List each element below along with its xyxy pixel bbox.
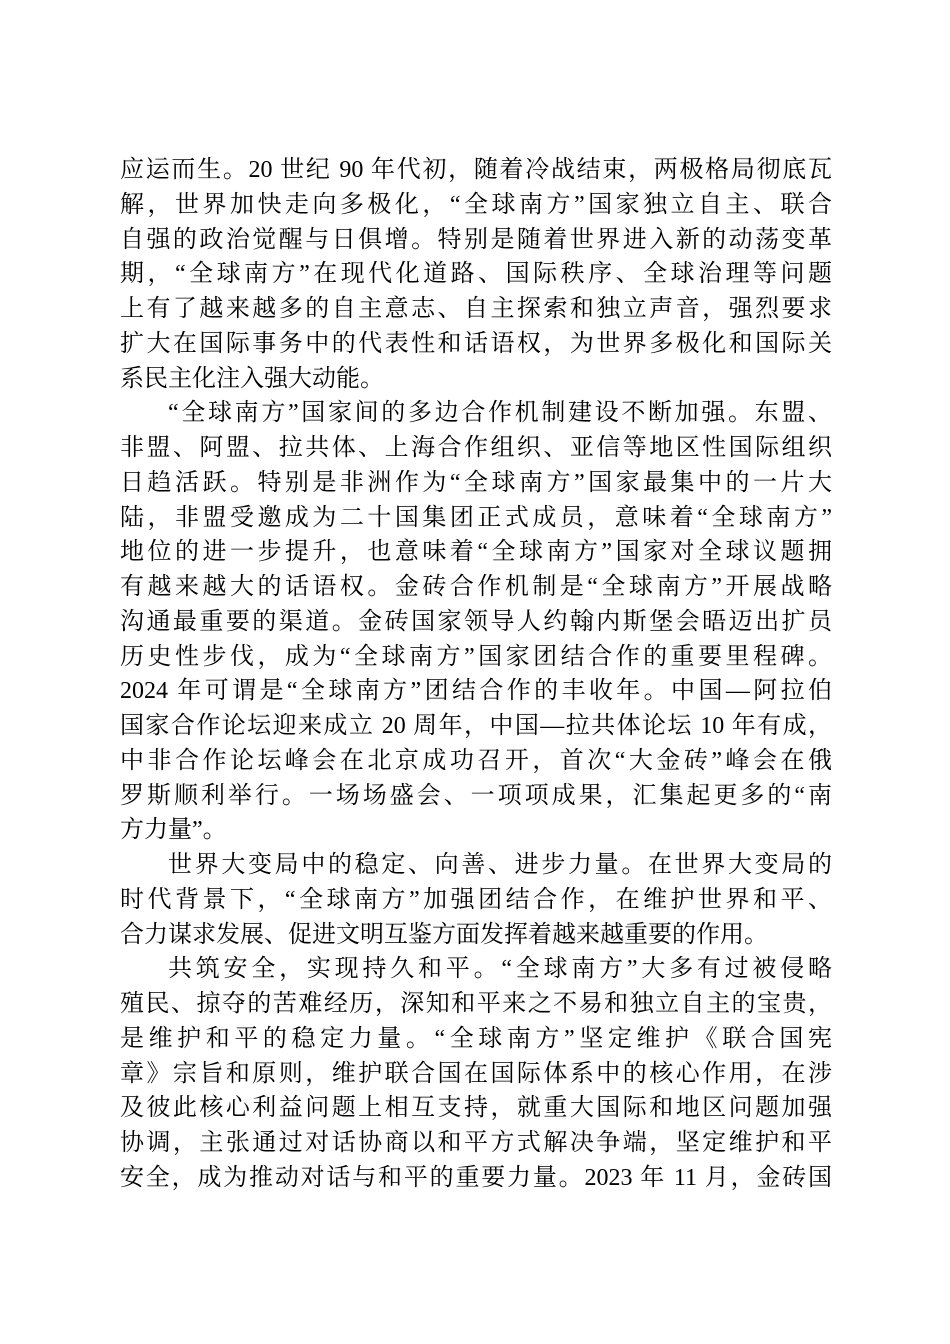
text-line: 合力谋求发展、促进文明互鉴方面发挥着越来越重要的作用。 (120, 921, 768, 948)
text-line: 期，“全球南方”在现代化道路、国际秩序、全球治理等问题 (120, 261, 832, 288)
text-line: 地位的进一步提升，也意味着“全球南方”国家对全球议题拥 (120, 539, 832, 566)
paragraph-4 (120, 952, 832, 1195)
text-line: 扩大在国际事务中的代表性和话语权，为世界多极化和国际关 (120, 330, 832, 357)
text-line: 系民主化注入强大动能。 (120, 365, 384, 392)
text-line: 方力量”。 (120, 817, 227, 844)
text-line: 是维护和平的稳定力量。“全球南方”坚定维护《联合国宪 (120, 1025, 832, 1052)
text-line: 时代背景下，“全球南方”加强团结合作，在维护世界和平、 (120, 886, 832, 913)
text-line: 日趋活跃。特别是非洲作为“全球南方”国家最集中的一片大 (120, 469, 832, 496)
text-line: 沟通最重要的渠道。金砖国家领导人约翰内斯堡会晤迈出扩员 (120, 608, 832, 635)
text-line: 章》宗旨和原则，维护联合国在国际体系中的核心作用，在涉 (120, 1060, 832, 1087)
text-line: 安全，成为推动对话与和平的重要力量。2023 年 11 月，金砖国 (120, 1164, 832, 1191)
text-line: 2024 年可谓是“全球南方”团结合作的丰收年。中国—阿拉伯 (120, 678, 832, 705)
paragraph-3 (120, 848, 832, 952)
paragraph-2 (120, 396, 832, 848)
text-line: 国家合作论坛迎来成立 20 周年，中国—拉共体论坛 10 年有成， (120, 713, 832, 739)
text-line: 世界大变局中的稳定、向善、进步力量。在世界大变局的 (168, 852, 832, 878)
text-line: 陆，非盟受邀成为二十国集团正式成员，意味着“全球南方” (120, 504, 832, 531)
text-line: 罗斯顺利举行。一场场盛会、一项项成果，汇集起更多的“南 (120, 782, 832, 809)
body-text (120, 153, 832, 1196)
text-line: 共筑安全，实现持久和平。“全球南方”大多有过被侵略 (168, 956, 832, 983)
text-line: 应运而生。20 世纪 90 年代初，随着冷战结束，两极格局彻底瓦 (120, 157, 832, 183)
text-line: 解，世界加快走向多极化，“全球南方”国家独立自主、联合 (120, 191, 832, 218)
text-line: 中非合作论坛峰会在北京成功召开，首次“大金砖”峰会在俄 (120, 747, 832, 774)
text-line: 自强的政治觉醒与日俱增。特别是随着世界进入新的动荡变革 (120, 226, 832, 253)
text-line: 协调，主张通过对话协商以和平方式解决争端，坚定维护和平 (120, 1130, 832, 1156)
text-line: 上有了越来越多的自主意志、自主探索和独立声音，强烈要求 (120, 296, 832, 322)
text-line: 历史性步伐，成为“全球南方”国家团结合作的重要里程碑。 (120, 643, 832, 670)
text-line: 有越来越大的话语权。金砖合作机制是“全球南方”开展战略 (120, 574, 832, 600)
text-line: “全球南方”国家间的多边合作机制建设不断加强。东盟、 (168, 400, 832, 427)
text-line: 殖民、掠夺的苦难经历，深知和平来之不易和独立自主的宝贵， (120, 991, 832, 1017)
text-line: 非盟、阿盟、拉共体、上海合作组织、亚信等地区性国际组织 (120, 435, 832, 461)
paragraph-1 (120, 153, 832, 396)
text-line: 及彼此核心利益问题上相互支持，就重大国际和地区问题加强 (120, 1095, 832, 1122)
